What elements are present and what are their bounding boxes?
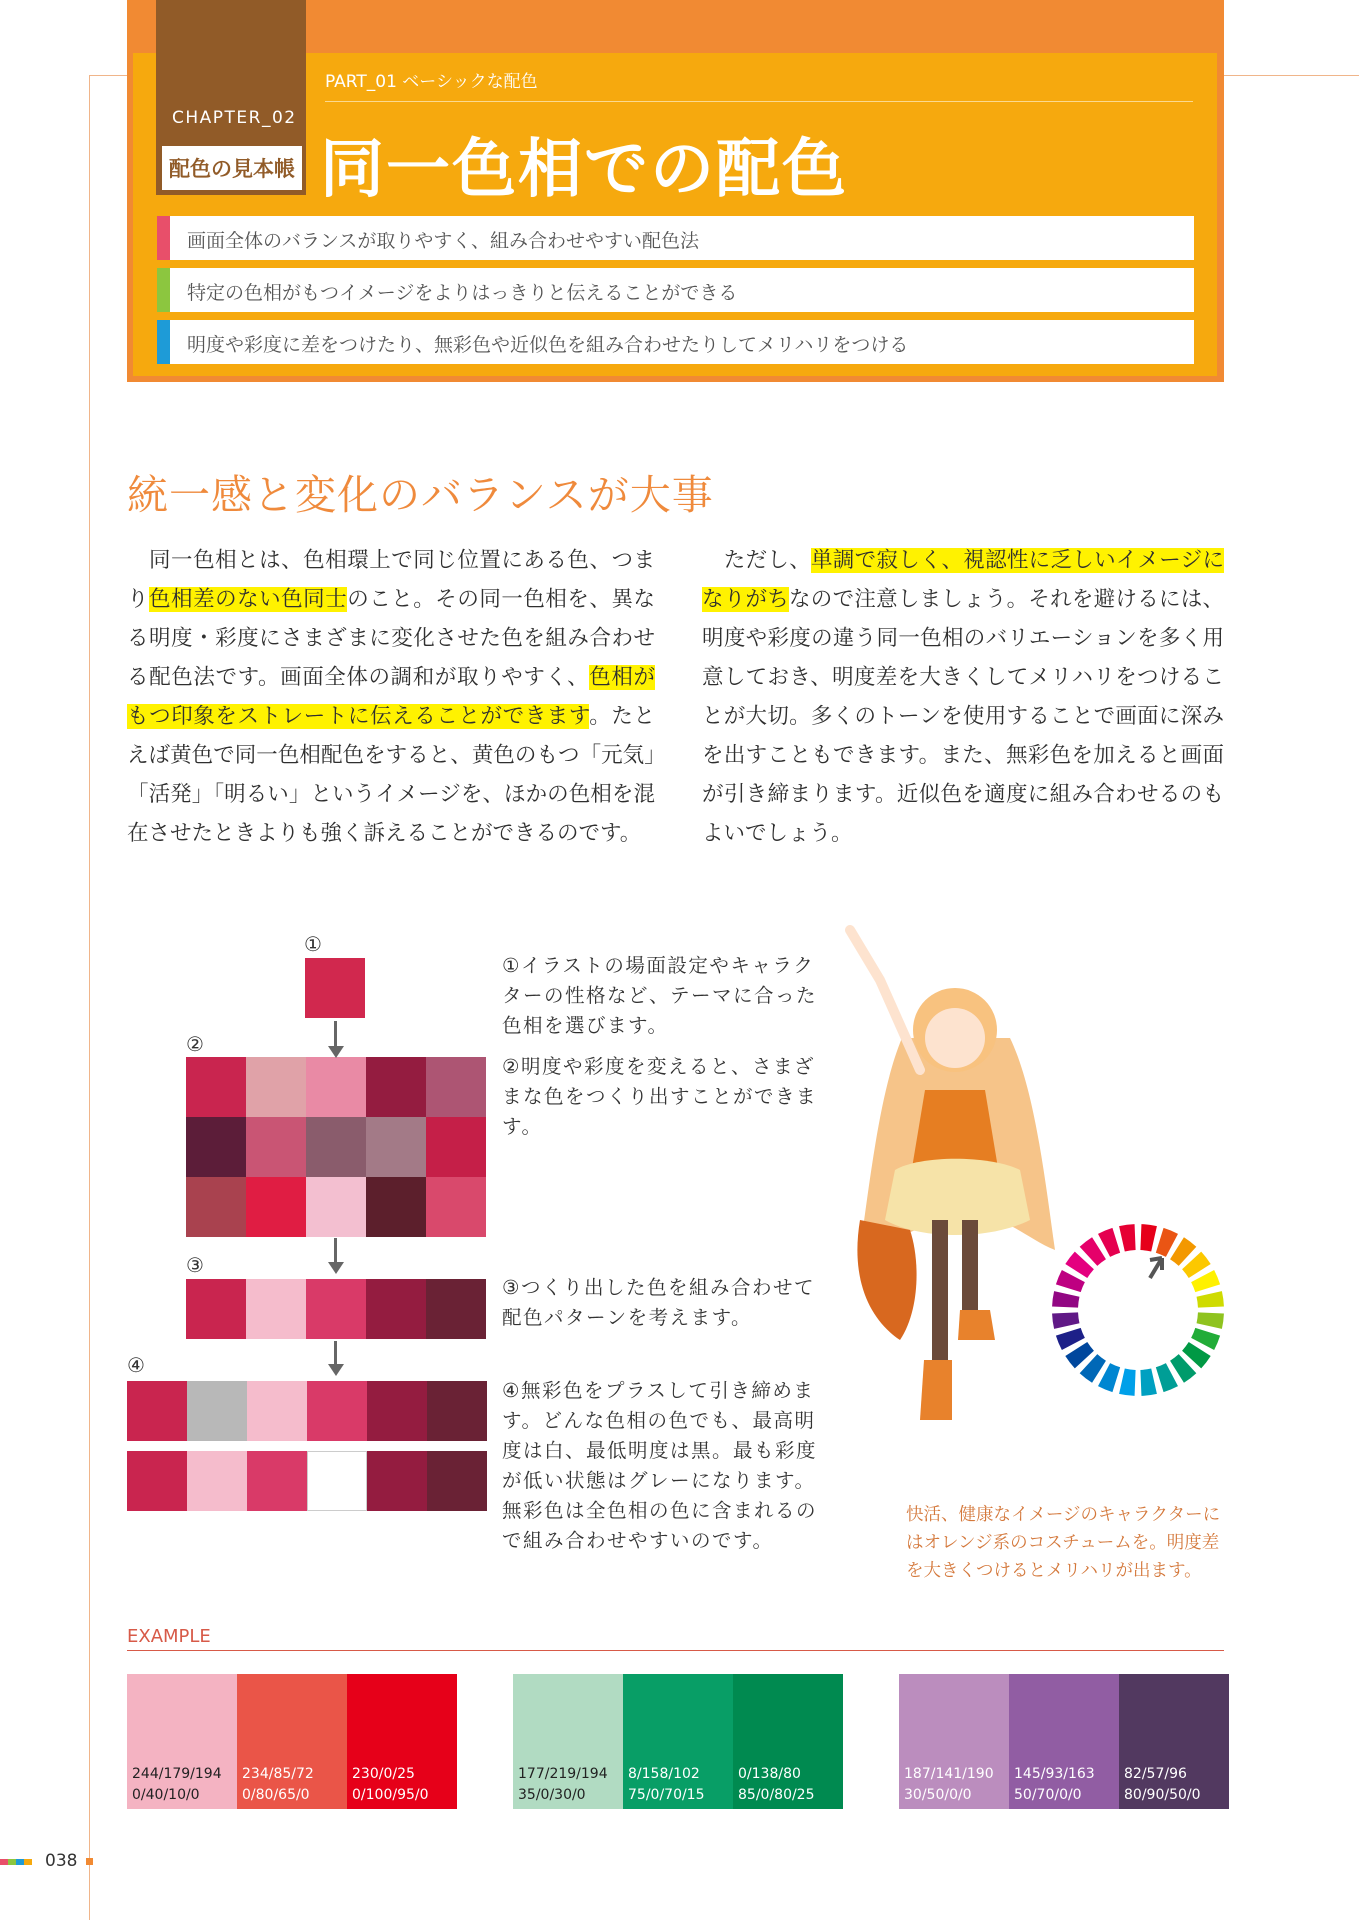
page-frame-line [89, 75, 90, 1920]
swatch-rgb-label: 0/138/80 [738, 1766, 801, 1782]
body-text-right [702, 541, 1224, 853]
body-text: のこと。その同一色相を、異なる明度・彩度にさまざまに変化させた色を組み合わせる配色法です。画面全体の調和が取りやすく、 [127, 587, 655, 690]
color-wheel-segment [1052, 1291, 1079, 1308]
character-boot [920, 1360, 952, 1420]
color-swatch [367, 1451, 427, 1511]
example-swatch [899, 1674, 1009, 1809]
page-marker [8, 1859, 16, 1865]
color-wheel-segment [1119, 1224, 1136, 1251]
swatch-cmyk-label: 0/100/95/0 [352, 1787, 429, 1803]
page-dot [86, 1858, 93, 1865]
point-marker [157, 268, 170, 312]
color-swatch [187, 1381, 247, 1441]
color-wheel-segment [1140, 1224, 1157, 1251]
caption: 快活、健康なイメージのキャラクターにはオレンジ系のコスチュームを。明度差を大きくつけるとメリハリが出ます。 [906, 1505, 1221, 1581]
page-marker [0, 1859, 8, 1865]
color-swatch [187, 1451, 247, 1511]
example-swatch [1009, 1674, 1119, 1809]
color-swatch [306, 1057, 366, 1117]
color-swatch [246, 1057, 306, 1117]
swatch-rgb-label: 187/141/190 [904, 1766, 994, 1782]
section-title: 統一感と変化のバランスが大事 [127, 471, 714, 519]
arrow [334, 1021, 337, 1049]
color-swatch [246, 1117, 306, 1177]
color-swatch [427, 1381, 487, 1441]
point-marker [157, 320, 170, 364]
arrow-head [328, 1262, 344, 1274]
color-swatch [426, 1279, 486, 1339]
step-text: ②明度や彩度を変えると、さまざまな色をつくり出すことができます。 [502, 1055, 818, 1138]
color-swatch [186, 1177, 246, 1237]
example-swatch [513, 1674, 623, 1809]
point-item [157, 268, 1194, 312]
highlight-text: 単調で寂しく、視認性に乏しいイメージになりがち [702, 548, 1224, 612]
character-face [925, 1008, 985, 1068]
color-swatch [186, 1057, 246, 1117]
color-swatch [426, 1177, 486, 1237]
highlight-text: 色相差のない色同士 [149, 587, 348, 612]
color-swatch [127, 1381, 187, 1441]
swatch-rgb-label: 230/0/25 [352, 1766, 415, 1782]
body-text: ただし、 [702, 548, 812, 573]
color-swatch [366, 1117, 426, 1177]
arrow [334, 1238, 337, 1264]
color-swatch [306, 1279, 366, 1339]
step-text: ①イラストの場面設定やキャラクターの性格など、テーマに合った色相を選びます。 [502, 954, 818, 1037]
example-swatch [733, 1674, 843, 1809]
swatch-rgb-label: 177/219/194 [518, 1766, 608, 1782]
step-text: ③つくり出した色を組み合わせて配色パターンを考えます。 [502, 1276, 815, 1329]
arrow-head [328, 1364, 344, 1376]
point-item [157, 320, 1194, 364]
color-swatch [306, 1117, 366, 1177]
chapter-label: CHAPTER_02 [172, 108, 297, 128]
body-text: 。たとえば黄色で同一色相配色をすると、黄色のもつ「元気」「活発」「明るい」というイメージを、ほかの色相を混在させたときよりも強く訴えることができるのです。 [127, 704, 655, 846]
divider [127, 1650, 1224, 1651]
color-swatch [247, 1451, 307, 1511]
swatch-cmyk-label: 35/0/30/0 [518, 1787, 586, 1803]
example-title: EXAMPLE [127, 1626, 211, 1647]
swatch-rgb-label: 145/93/163 [1014, 1766, 1095, 1782]
character-arm [850, 930, 920, 1070]
color-swatch [426, 1117, 486, 1177]
color-swatch [366, 1177, 426, 1237]
color-wheel-segment [1197, 1291, 1224, 1308]
step-number: ③ [186, 1253, 204, 1277]
example-swatch [623, 1674, 733, 1809]
page-frame-line [89, 75, 127, 76]
color-swatch [247, 1381, 307, 1441]
body-text: なので注意しましょう。それを避けるには、明度や彩度の違う同一色相のバリエーションを多く用意しておき、明度差を大きくしてメリハリをつけることが大切。多くのトーンを使用することで画面に深みを出すこともできます。また、無彩色を加えると画面が引き締まります。近似色を適度に組み合わせるのもよいでしょう。 [702, 587, 1224, 846]
step-number: ④ [127, 1353, 145, 1377]
color-swatch [426, 1057, 486, 1117]
color-swatch [246, 1279, 306, 1339]
color-swatch [427, 1451, 487, 1511]
swatch-cmyk-label: 50/70/0/0 [1014, 1787, 1082, 1803]
step-number: ① [304, 932, 322, 956]
chapter-box: 配色の見本帳 [162, 146, 302, 190]
body-text: 同一色相とは、色相環上で同じ位置にある色、つまり [127, 548, 655, 612]
color-swatch [366, 1057, 426, 1117]
example-swatch [347, 1674, 457, 1809]
page-number: 038 [45, 1851, 78, 1871]
highlight-text: 色相がもつ印象をストレートに伝えることができます [127, 665, 655, 729]
swatch-rgb-label: 82/57/96 [1124, 1766, 1187, 1782]
point-marker [157, 216, 170, 260]
page-marker [24, 1859, 32, 1865]
color-wheel-segment [1140, 1369, 1157, 1396]
character-leg [962, 1220, 978, 1320]
swatch-cmyk-label: 30/50/0/0 [904, 1787, 972, 1803]
step-text: ④無彩色をプラスして引き締めます。どんな色相の色でも、最高明度は白、最低明度は黒。最も彩度が低い状態はグレーになります。無彩色は全色相の色に含まれるので組み合わせやすいのです。 [502, 1379, 818, 1552]
swatch-rgb-label: 8/158/102 [628, 1766, 700, 1782]
character-boot [958, 1310, 995, 1340]
swatch-cmyk-label: 85/0/80/25 [738, 1787, 815, 1803]
color-swatch [306, 1177, 366, 1237]
arrow [334, 1341, 337, 1365]
color-wheel-segment [1197, 1312, 1224, 1329]
color-swatch [367, 1381, 427, 1441]
color-swatch [127, 1451, 187, 1511]
swatch-cmyk-label: 0/40/10/0 [132, 1787, 200, 1803]
point-text: 画面全体のバランスが取りやすく、組み合わせやすい配色法 [187, 230, 700, 252]
page-frame-line [1224, 75, 1359, 76]
page-marker [16, 1859, 24, 1865]
point-text: 明度や彩度に差をつけたり、無彩色や近似色を組み合わせたりしてメリハリをつける [187, 334, 909, 356]
color-swatch [186, 1117, 246, 1177]
swatch-rgb-label: 244/179/194 [132, 1766, 222, 1782]
page-title: 同一色相での配色 [320, 133, 848, 207]
color-swatch [366, 1279, 426, 1339]
color-wheel-segment [1052, 1312, 1079, 1329]
arrow-head [328, 1046, 344, 1058]
example-swatch [237, 1674, 347, 1809]
cape-shape [857, 1220, 916, 1340]
color-wheel-segment [1119, 1369, 1136, 1396]
character-illustration [840, 920, 1080, 1460]
example-swatch [127, 1674, 237, 1809]
color-wheel [1050, 1222, 1226, 1398]
swatch-cmyk-label: 0/80/65/0 [242, 1787, 310, 1803]
color-swatch [246, 1177, 306, 1237]
body-text-left [127, 541, 655, 853]
color-swatch [307, 1381, 367, 1441]
step-number: ② [186, 1032, 204, 1056]
example-swatch [1119, 1674, 1229, 1809]
part-label: PART_01 ベーシックな配色 [325, 72, 538, 92]
swatch-cmyk-label: 75/0/70/15 [628, 1787, 705, 1803]
swatch-rgb-label: 234/85/72 [242, 1766, 314, 1782]
wheel-pointer-icon [1150, 1258, 1162, 1278]
color-swatch [186, 1279, 246, 1339]
color-swatch [305, 958, 365, 1018]
point-item [157, 216, 1194, 260]
character-leg [932, 1220, 948, 1370]
divider [325, 101, 1193, 102]
point-text: 特定の色相がもつイメージをよりはっきりと伝えることができる [187, 282, 738, 304]
character-skirt [885, 1159, 1030, 1235]
swatch-cmyk-label: 80/90/50/0 [1124, 1787, 1201, 1803]
color-swatch [307, 1451, 367, 1511]
